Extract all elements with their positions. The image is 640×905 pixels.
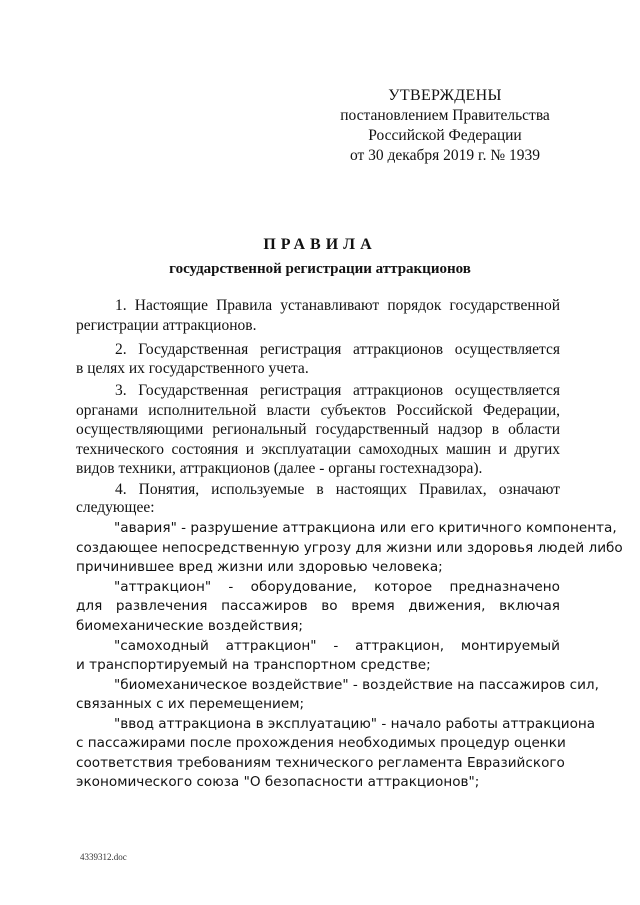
text-line: и транспортируемый на транспортном средстве; xyxy=(76,657,431,673)
text-line: "ввод аттракциона в эксплуатацию" - начало работы аттракциона xyxy=(114,716,596,732)
text-line: "аттракцион" - оборудование, которое предназначено xyxy=(114,579,560,595)
text-line: 1. Настоящие Правила устанавливают порядок государственной xyxy=(115,297,560,314)
text-line: "самоходный аттракцион" - аттракцион, монтируемый xyxy=(114,638,560,654)
text-line: биомеханические воздействия; xyxy=(76,618,303,634)
text-line: осуществляющими региональный государственный надзор в области xyxy=(76,421,560,438)
document-title: ПРАВИЛА xyxy=(263,236,377,253)
text-line: в целях их государственного учета. xyxy=(76,360,309,377)
text-line: 4. Понятия, используемые в настоящих Правилах, означают xyxy=(115,481,560,498)
approval-line: постановлением Правительства xyxy=(340,107,550,124)
text-line: регистрации аттракционов. xyxy=(76,317,257,334)
document-subtitle: государственной регистрации аттракционов xyxy=(169,261,471,277)
text-line: экономического союза "О безопасности аттракционов"; xyxy=(76,774,480,790)
text-line: создающее непосредственную угрозу для жизни или здоровья людей либо xyxy=(76,540,623,556)
text-line: 2. Государственная регистрация аттракционов осуществляется xyxy=(115,341,560,358)
text-line: "авария" - разрушение аттракциона или его критичного компонента, xyxy=(114,520,617,536)
approval-block xyxy=(330,86,560,166)
text-line: "биомеханическое воздействие" - воздействие на пассажиров сил, xyxy=(114,677,599,693)
text-line: органами исполнительной власти субъектов Российской Федерации, xyxy=(76,402,560,419)
text-line: с пассажирами после прохождения необходимых процедур оценки xyxy=(76,735,566,751)
text-line: связанных с их перемещением; xyxy=(76,696,305,712)
text-line: для развлечения пассажиров во время движения, включая xyxy=(76,598,560,614)
text-line: 3. Государственная регистрация аттракционов осуществляется xyxy=(115,382,560,399)
approval-line: Российской Федерации xyxy=(368,127,522,144)
text-line: следующее: xyxy=(76,499,155,516)
text-line: соответствия требованиям технического регламента Евразийского xyxy=(76,755,565,771)
approval-date-number: от 30 декабря 2019 г. № 1939 xyxy=(349,147,541,164)
text-line: технического состояния и эксплуатации самоходных машин и других xyxy=(76,441,560,458)
text-line: причинившее вред жизни или здоровью человека; xyxy=(76,559,443,575)
approval-heading: УТВЕРЖДЕНЫ xyxy=(388,87,502,104)
text-line: видов техники, аттракционов (далее - органы гостехнадзора). xyxy=(76,460,483,477)
file-name-footer: 4339312.doc xyxy=(80,852,127,862)
